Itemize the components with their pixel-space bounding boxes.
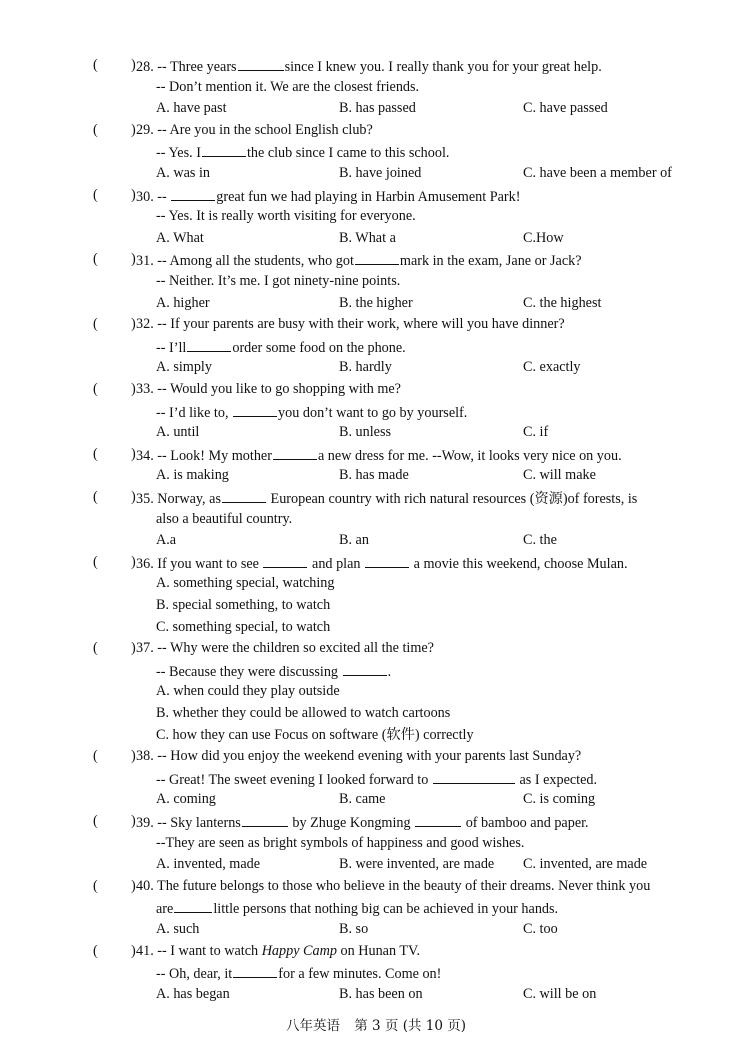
option-b: B. came [339,791,386,808]
option-a: A. has began [156,985,230,1002]
italic-title: Happy Camp [261,942,337,959]
stem-text: -- Look! My mother [157,447,272,464]
answer-paren-close: ) [131,748,136,765]
question-line [0,660,752,682]
answer-paren-close: ) [131,553,136,570]
question-line [0,768,752,790]
question-stem [136,55,602,79]
stem-text: -- Why were the children so excited all the time? [157,640,434,657]
options-row [0,228,752,250]
option-b: B. were invented, are made [339,856,495,873]
question-line [0,897,752,919]
answer-paren-close: ) [131,640,136,657]
answer-blank [174,897,212,913]
stem-text: --They are seen as bright symbols of happiness and good wishes. [156,834,525,851]
question-stem [136,120,373,142]
answer-paren-close: ) [131,57,136,73]
option-c: C. have passed [523,100,608,117]
question-number: 32. [136,316,158,333]
stem-text: you don’t want to go by yourself. [278,404,468,421]
question-31 [0,249,752,314]
question-stem-continued [156,77,419,99]
question-stem [136,746,581,768]
question-30 [0,185,752,250]
stem-text: -- Yes. It is really worth visiting for everyone. [156,208,416,225]
question-stem [136,941,420,963]
answer-paren-open: ( [93,553,98,570]
answer-blank [233,401,277,417]
page-footer [0,1014,752,1034]
answer-paren-open: ( [93,489,98,505]
question-number: 29. [136,121,158,138]
stem-text: also a beautiful country. [156,510,293,527]
answer-blank [202,141,246,157]
answer-paren-open: ( [93,316,98,333]
question-stem-continued [156,401,467,425]
options-row [0,725,752,747]
stem-text: the club since I came to this school. [246,145,450,162]
stem-text: little persons that nothing big can be achieved in your hands. [213,901,559,918]
answer-paren-open: ( [93,251,98,268]
option-c: C. will be on [523,985,597,1002]
options-row [0,789,752,811]
question-stem-continued [156,206,416,228]
question-line [0,941,752,963]
stem-text: -- Yes. I [156,145,201,162]
option-a: A. when could they play outside [156,683,340,700]
question-number: 40. [136,877,158,894]
answer-paren-close: ) [131,316,136,333]
answer-paren-close: ) [131,251,136,268]
question-stem [136,487,637,511]
question-line [0,55,752,77]
question-number: 39. [136,815,158,831]
stem-text: -- I’ll [156,339,187,356]
option-a: A. have past [156,100,227,117]
option-a: A. coming [156,791,216,808]
option-c: C. something special, to watch [156,618,331,635]
question-line [0,249,752,271]
answer-paren-open: ( [93,186,98,203]
question-line [0,638,752,660]
question-line [0,379,752,401]
answer-paren-close: ) [131,186,136,203]
question-line [0,487,752,509]
question-line [0,77,752,99]
option-b: B. has been on [339,985,423,1002]
answer-blank [365,552,409,568]
question-number: 28. [136,59,158,75]
question-stem-continued [156,660,391,684]
stem-text: -- How did you enjoy the weekend evening with your parents last Sunday? [157,748,582,765]
option-b: B. has made [339,467,409,484]
stem-text: of bamboo and paper. [462,815,589,831]
options-row [0,984,752,1006]
stem-text: a movie this weekend, choose Mulan. [410,555,628,572]
question-stem [136,638,434,660]
stem-text: a new dress for me. --Wow, it looks very nice on you. [317,447,622,464]
question-41 [0,941,752,1006]
question-40 [0,876,752,941]
options-row [0,595,752,617]
answer-blank [238,55,284,71]
options-row [0,573,752,595]
stem-text: -- I’d like to, [156,404,233,421]
option-b: B. an [339,532,369,549]
question-number: 33. [136,381,158,397]
option-b: B. unless [339,424,392,441]
stem-text: and plan [308,555,365,572]
answer-paren-close: ) [131,381,136,397]
answer-blank [343,660,387,676]
answer-paren-close: ) [131,942,136,959]
option-a: A. something special, watching [156,575,335,592]
question-stem-continued [156,271,400,293]
question-line [0,141,752,163]
question-number: 31. [136,253,158,270]
options-row [0,703,752,725]
stem-text: -- If your parents are busy with their work, where will you have dinner? [157,316,565,333]
footer-subject: 八年英语 [285,1018,340,1034]
stem-text: on Hunan TV. [336,942,420,959]
question-number: 36. [136,555,158,572]
answer-paren-close: ) [131,813,136,829]
answer-paren-open: ( [93,813,98,829]
answer-blank [273,444,317,460]
stem-text: -- Oh, dear, it [156,966,233,983]
answer-paren-close: ) [131,445,136,462]
question-stem-continued [156,509,292,531]
option-a: A. such [156,920,200,937]
answer-blank [355,249,399,265]
option-c: C. invented, are made [523,856,648,873]
answer-paren-open: ( [93,640,98,657]
option-b: B. have joined [339,164,422,181]
question-32 [0,314,752,379]
stem-text: by Zhuge Kongming [288,815,415,831]
answer-blank [233,962,277,978]
option-b: B. hardly [339,359,392,376]
stem-text: The future belongs to those who believe in the beauty of their dreams. Never think you [157,877,651,894]
option-b: B. whether they could be allowed to watch cartoons [156,704,451,721]
question-line [0,120,752,142]
option-c: C. have been a member of [523,164,672,181]
question-33 [0,379,752,444]
answer-blank [415,811,461,827]
stem-text: -- I want to watch [157,942,262,959]
option-b: B. special something, to watch [156,596,331,613]
stem-text: If you want to see [157,555,263,572]
question-35 [0,487,752,552]
answer-blank [187,336,231,352]
question-37 [0,638,752,746]
option-c: C. will make [523,467,596,484]
stem-text: mark in the exam, Jane or Jack? [399,253,582,270]
question-stem [136,811,589,835]
answer-paren-close: ) [131,489,136,505]
question-number: 34. [136,447,158,464]
question-stem-continued [156,768,597,792]
question-stem [136,552,628,576]
option-c: C. the highest [523,294,602,311]
question-number: 30. [136,188,158,205]
answer-paren-open: ( [93,445,98,462]
answer-blank [171,185,215,201]
option-b: B. has passed [339,100,416,117]
question-stem [136,249,582,273]
stem-text: -- Would you like to go shopping with me? [157,381,401,397]
question-39 [0,811,752,876]
stem-text: are [156,901,174,918]
option-b: B. What a [339,229,396,246]
question-line [0,206,752,228]
option-c: C. too [523,920,558,937]
option-a: A. What [156,229,204,246]
question-stem [136,185,520,209]
question-line [0,552,752,574]
stem-text: -- Don’t mention it. We are the closest friends. [156,78,420,95]
question-29 [0,120,752,185]
option-a: A. is making [156,467,229,484]
stem-text: as I expected. [515,771,598,788]
stem-text: since I knew you. I really thank you for your great help. [284,59,602,75]
question-line [0,336,752,358]
option-a: A. was in [156,164,210,181]
stem-text: -- Three years [157,59,237,75]
question-line [0,444,752,466]
question-34 [0,444,752,487]
option-a: A. until [156,424,200,441]
stem-text: order some food on the phone. [232,339,406,356]
answer-paren-open: ( [93,748,98,765]
question-stem-continued [156,141,449,165]
options-row [0,854,752,876]
option-b: B. so [339,920,369,937]
question-line [0,401,752,423]
question-line [0,509,752,531]
option-c: C. is coming [523,791,596,808]
options-row [0,98,752,120]
options-row [0,530,752,552]
options-row [0,422,752,444]
question-stem-continued [156,897,558,921]
question-line [0,833,752,855]
stem-text: -- Sky lanterns [157,815,241,831]
answer-blank [222,487,266,503]
question-stem [136,314,565,336]
footer-page-number: 第 3 页 (共 10 页) [354,1018,467,1034]
question-stem [136,444,622,468]
answer-paren-open: ( [93,942,98,959]
stem-text: -- [157,188,171,205]
answer-blank [263,552,307,568]
stem-text: -- Neither. It’s me. I got ninety-nine points. [156,272,401,289]
options-row [0,357,752,379]
question-number: 41. [136,942,158,959]
options-row [0,617,752,639]
question-stem-continued [156,336,406,360]
option-c: C. exactly [523,359,581,376]
options-row [0,681,752,703]
option-a: A. higher [156,294,210,311]
options-row [0,919,752,941]
option-a: A. invented, made [156,856,261,873]
option-a: A. simply [156,359,212,376]
question-number: 37. [136,640,158,657]
question-stem [136,876,650,898]
question-number: 35. [136,491,158,507]
answer-paren-open: ( [93,877,98,894]
options-row [0,293,752,315]
question-line [0,271,752,293]
stem-text: -- Among all the students, who got [157,253,354,270]
option-c: C.How [523,229,564,246]
option-a: A.a [156,532,177,549]
question-line [0,811,752,833]
question-38 [0,746,752,811]
answer-paren-open: ( [93,381,98,397]
question-number: 38. [136,748,158,765]
stem-text: . [387,663,392,680]
stem-text: -- Because they were discussing [156,663,342,680]
answer-paren-open: ( [93,57,98,73]
options-row [0,163,752,185]
option-c: C. how they can use Focus on software (软件) correctly [156,726,474,743]
stem-text: -- Are you in the school English club? [157,121,373,138]
stem-text: for a few minutes. Come on! [278,966,442,983]
answer-blank [433,768,515,784]
question-stem-continued [156,962,441,986]
stem-text: Norway, as [157,491,221,507]
question-line [0,962,752,984]
option-c: C. if [523,424,549,441]
question-28 [0,55,752,120]
answer-paren-open: ( [93,121,98,138]
answer-blank [242,811,288,827]
question-stem-continued [156,833,524,855]
answer-paren-close: ) [131,121,136,138]
options-row [0,465,752,487]
question-line [0,185,752,207]
answer-paren-close: ) [131,877,136,894]
question-36 [0,552,752,638]
question-line [0,314,752,336]
stem-text: European country with rich natural resources (资源)of forests, is [266,491,638,507]
stem-text: great fun we had playing in Harbin Amusement Park! [216,188,521,205]
option-c: C. the [523,532,557,549]
question-line [0,876,752,898]
stem-text: -- Great! The sweet evening I looked forward to [156,771,432,788]
question-line [0,746,752,768]
question-stem [136,379,401,401]
option-b: B. the higher [339,294,413,311]
